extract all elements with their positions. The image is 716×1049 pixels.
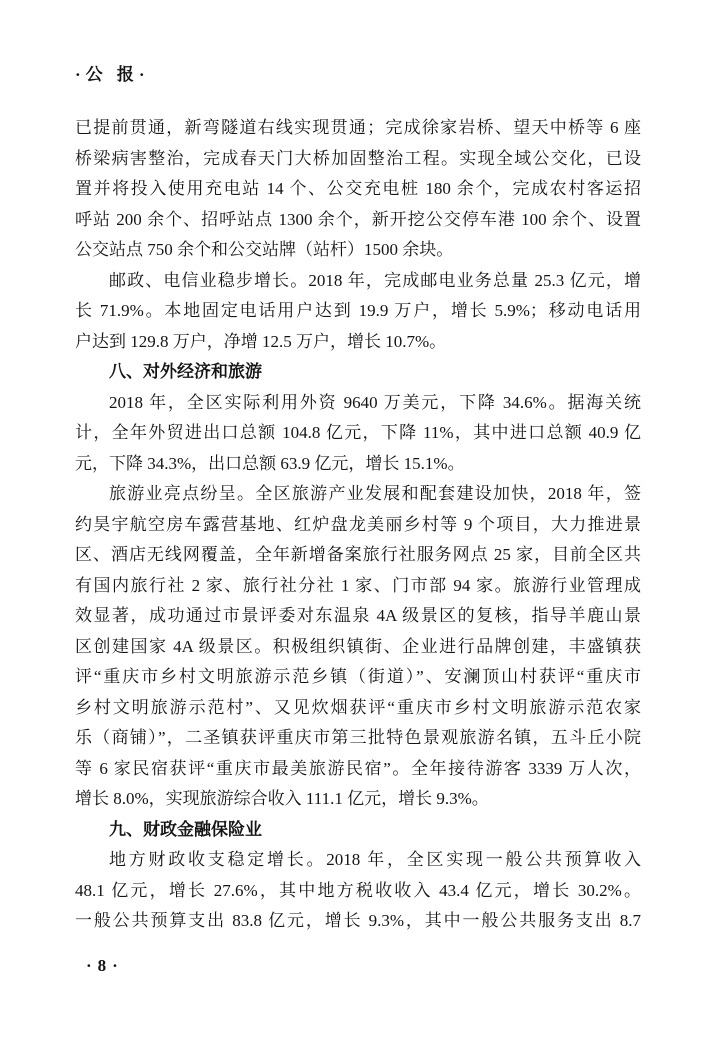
paragraph-line: 长 71.9%。本地固定电话用户达到 19.9 万户，增长 5.9%；移动电话用 [75, 301, 641, 320]
paragraph-line: 已提前贯通，新弯隧道右线实现贯通；完成徐家岩桥、望天中桥等 6 座 [75, 118, 641, 137]
paragraph-line: 公交站点 750 余个和公交站牌（站杆）1500 余块。 [75, 240, 454, 259]
paragraph-line: 桥梁病害整治，完成春天门大桥加固整治工程。实现全域公交化，已设 [75, 148, 641, 168]
paragraph-line: 邮政、电信业稳步增长。2018 年，完成邮电业务总量 25.3 亿元，增 [109, 270, 641, 290]
paragraph-line: 区创建国家 4A 级景区。积极组织镇街、企业进行品牌创建，丰盛镇获 [75, 636, 641, 656]
paragraph-line: 计，全年外贸进出口总额 104.8 亿元，下降 11%，其中进口总额 40.9 亿 [75, 423, 641, 442]
paragraph [75, 388, 641, 480]
paragraph [75, 845, 641, 937]
paragraph-line: 等 6 家民宿获评“重庆市最美旅游民宿”。全年接待游客 3339 万人次， [75, 758, 641, 778]
paragraph-line: 评“重庆市乡村文明旅游示范乡镇（街道）”、安澜顶山村获评“重庆市 [75, 667, 641, 686]
paragraph [75, 266, 641, 358]
paragraph-line: 呼站 200 余个、招呼站点 1300 余个，新开挖公交停车港 100 余个、设置 [75, 209, 641, 229]
section-heading: 九、财政金融保险业 [109, 819, 262, 839]
paragraph-line: 区、酒店无线网覆盖，全年新增备案旅行社服务网点 25 家，目前全区共 [75, 545, 641, 564]
paragraph-line: 约昊宇航空房车露营基地、红炉盘龙美丽乡村等 9 个项目，大力推进景 [75, 514, 641, 534]
section-heading: 八、对外经济和旅游 [109, 362, 262, 381]
paragraph-line: 有国内旅行社 2 家、旅行社分社 1 家、门市部 94 家。旅游行业管理成 [75, 575, 641, 595]
document-body [75, 113, 641, 937]
page-number: ·8· [86, 956, 124, 975]
paragraph-line: 一般公共预算支出 83.8 亿元，增长 9.3%，其中一般公共服务支出 8.7 [75, 911, 641, 930]
paragraph-line: 旅游业亮点纷呈。全区旅游产业发展和配套建设加快，2018 年，签 [109, 484, 641, 503]
page-header-title: ·公 报· [75, 65, 150, 84]
paragraph-line: 置并将投入使用充电站 14 个、公交充电桩 180 余个，完成农村客运招 [75, 179, 641, 198]
paragraph-line: 户达到 129.8 万户，净增 12.5 万户，增长 10.7%。 [75, 331, 447, 351]
paragraph-line: 效显著，成功通过市景评委对东温泉 4A 级景区的复核，指导羊鹿山景 [75, 606, 641, 625]
paragraph-line: 2018 年，全区实际利用外资 9640 万美元，下降 34.6%。据海关统 [109, 392, 641, 412]
paragraph [75, 113, 641, 266]
paragraph [75, 479, 641, 815]
paragraph-line: 元，下降 34.3%，出口总额 63.9 亿元，增长 15.1%。 [75, 453, 465, 473]
paragraph-line: 地方财政收支稳定增长。2018 年，全区实现一般公共预算收入 [109, 850, 641, 869]
paragraph-line: 乐（商铺）”，二圣镇获评重庆市第三批特色景观旅游名镇，五斗丘小院 [75, 728, 641, 747]
paragraph-line: 48.1 亿元，增长 27.6%，其中地方税收收入 43.4 亿元，增长 30.2%。 [75, 880, 641, 900]
paragraph-line: 乡村文明旅游示范村”、又见炊烟获评“重庆市乡村文明旅游示范农家 [75, 697, 641, 717]
paragraph-line: 增长 8.0%，实现旅游综合收入 111.1 亿元，增长 9.3%。 [75, 789, 489, 808]
